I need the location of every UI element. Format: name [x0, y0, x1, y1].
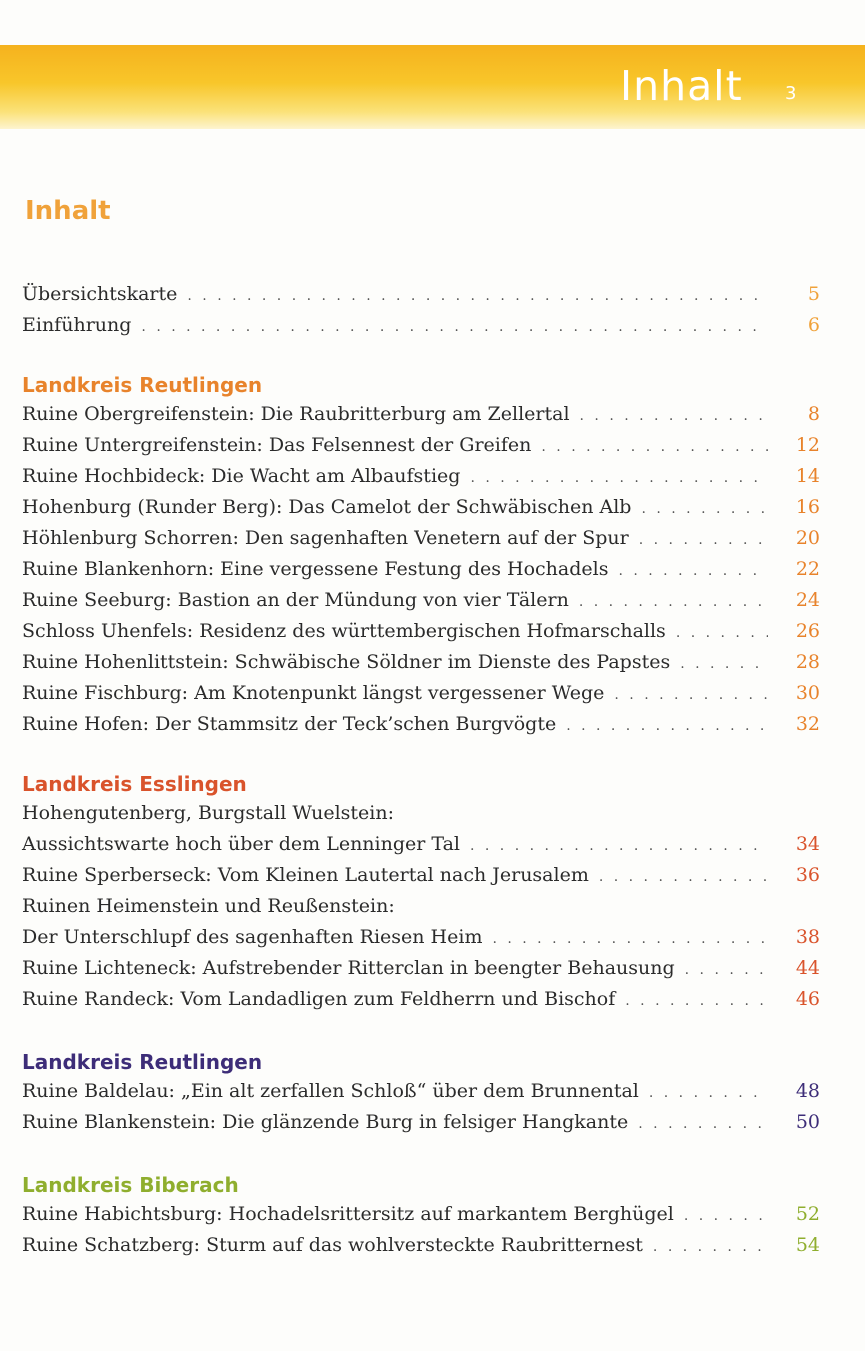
toc-entry-title: Ruine Untergreifenstein: Das Felsennest der Greifen	[22, 434, 532, 456]
toc-entry-title: Einführung	[22, 314, 132, 336]
toc-entry	[22, 585, 820, 616]
toc-entry-page: 36	[795, 864, 820, 886]
toc-entry-page: 38	[795, 926, 820, 948]
toc-entry	[22, 984, 820, 1015]
toc-entry	[22, 523, 820, 554]
toc-entry-page: 34	[795, 833, 820, 855]
toc-entry-page: 28	[795, 651, 820, 673]
toc-entry	[22, 461, 820, 492]
toc-entry-title: Ruine Hohenlittstein: Schwäbische Söldner im Dienste des Papstes	[22, 651, 671, 673]
dot-leader	[649, 1078, 768, 1109]
toc-entry-page: 8	[807, 403, 820, 425]
toc-entry-page: 20	[795, 527, 820, 549]
toc-entry-page: 5	[807, 283, 820, 305]
dot-leader	[684, 1201, 768, 1232]
toc-entry-page: 44	[795, 957, 820, 979]
toc-section-reutlingen	[22, 371, 822, 740]
toc-entry-page: 14	[795, 465, 820, 487]
toc-entry	[22, 953, 820, 984]
toc-entry	[22, 922, 820, 953]
toc-entry	[22, 647, 820, 678]
page-number: 3	[785, 83, 797, 104]
toc-entry	[22, 430, 820, 461]
toc-entry-title: Ruine Baldelau: „Ein alt zerfallen Schloß“ über dem Brunnental	[22, 1080, 639, 1102]
toc-entry-title: Hohenburg (Runder Berg): Das Camelot der Schwäbischen Alb	[22, 496, 632, 518]
section-title: Landkreis Reutlingen	[22, 1050, 263, 1074]
toc-entry	[22, 310, 820, 341]
dot-leader	[141, 312, 768, 343]
section-title: Landkreis Biberach	[22, 1173, 239, 1197]
toc-entry-page: 16	[795, 496, 820, 518]
dot-leader	[541, 432, 768, 463]
dot-leader	[639, 525, 768, 556]
toc-entry	[22, 829, 820, 860]
toc-entry-title: Ruine Schatzberg: Sturm auf das wohlversteckte Raubritternest	[22, 1234, 643, 1256]
toc-entry	[22, 709, 820, 740]
dot-leader	[614, 680, 768, 711]
dot-leader	[580, 401, 768, 432]
toc-entry	[22, 1230, 820, 1261]
toc-entry	[22, 798, 820, 829]
toc-entry-title: Übersichtskarte	[22, 283, 178, 305]
toc-entry-page: 32	[795, 713, 820, 735]
toc-entry-title: Ruine Hochbideck: Die Wacht am Albaufstieg	[22, 465, 461, 487]
toc-entry-title: Aussichtswarte hoch über dem Lenninger Tal	[22, 833, 460, 855]
toc-entry	[22, 492, 820, 523]
dot-leader	[566, 711, 768, 742]
toc-entry-title: Ruine Randeck: Vom Landadligen zum Feldherrn und Bischof	[22, 988, 616, 1010]
toc-entry-title: Hohengutenberg, Burgstall Wuelstein:	[22, 802, 394, 824]
toc-entry-page: 22	[795, 558, 820, 580]
dot-leader	[470, 831, 768, 862]
dot-leader	[641, 494, 768, 525]
toc-entry-title: Schloss Uhenfels: Residenz des württembergischen Hofmarschalls	[22, 620, 666, 642]
dot-leader	[579, 587, 768, 618]
dot-leader	[492, 924, 768, 955]
section-title: Landkreis Reutlingen	[22, 373, 263, 397]
toc-entry-title: Ruine Sperberseck: Vom Kleinen Lautertal nach Jerusalem	[22, 864, 589, 886]
toc-entry-title: Der Unterschlupf des sagenhaften Riesen Heim	[22, 926, 483, 948]
toc-entry-page: 48	[795, 1080, 820, 1102]
dot-leader	[685, 955, 768, 986]
dot-leader	[470, 463, 768, 494]
toc-entry	[22, 1199, 820, 1230]
toc-entry-page: 24	[795, 589, 820, 611]
dot-leader	[653, 1232, 768, 1263]
toc-entry	[22, 860, 820, 891]
section-title: Landkreis Esslingen	[22, 772, 247, 796]
dot-leader	[676, 618, 768, 649]
dot-leader	[187, 281, 768, 312]
toc-entry-page: 54	[795, 1234, 820, 1256]
toc-entry-title: Ruine Obergreifenstein: Die Raubritterburg am Zellertal	[22, 403, 570, 425]
toc-entry-title: Ruinen Heimenstein und Reußenstein:	[22, 895, 395, 917]
toc-entry-title: Ruine Hofen: Der Stammsitz der Teck’schen Burgvögte	[22, 713, 557, 735]
dot-leader	[625, 986, 768, 1017]
toc-entry-page: 26	[795, 620, 820, 642]
dot-leader	[618, 556, 768, 587]
toc-section-biberach	[22, 1171, 822, 1261]
toc-section-esslingen	[22, 770, 822, 1015]
toc-entry-page: 50	[795, 1111, 820, 1133]
toc-section-reutlingen-2	[22, 1048, 822, 1138]
toc-entry-page: 30	[795, 682, 820, 704]
toc-entry-page: 12	[795, 434, 820, 456]
dot-leader	[680, 649, 768, 680]
toc-entry	[22, 279, 820, 310]
toc-intro	[22, 279, 822, 341]
toc-entry-title: Höhlenburg Schorren: Den sagenhaften Venetern auf der Spur	[22, 527, 629, 549]
toc-entry-title: Ruine Seeburg: Bastion an der Mündung von vier Tälern	[22, 589, 569, 611]
toc-entry	[22, 554, 820, 585]
toc-entry	[22, 1076, 820, 1107]
toc-entry-title: Ruine Blankenhorn: Eine vergessene Festung des Hochadels	[22, 558, 609, 580]
toc-entry	[22, 616, 820, 647]
toc-entry	[22, 399, 820, 430]
toc-entry	[22, 678, 820, 709]
toc-entry-page: 52	[795, 1203, 820, 1225]
dot-leader	[638, 1109, 768, 1140]
toc-entry-page: 6	[807, 314, 820, 336]
toc-entry	[22, 1107, 820, 1138]
toc-entry-title: Ruine Blankenstein: Die glänzende Burg in felsiger Hangkante	[22, 1111, 629, 1133]
toc-entry-title: Ruine Fischburg: Am Knotenpunkt längst vergessener Wege	[22, 682, 605, 704]
toc-heading: Inhalt	[25, 196, 111, 226]
toc-entry-title: Ruine Habichtsburg: Hochadelsrittersitz auf markantem Berghügel	[22, 1203, 674, 1225]
toc-entry	[22, 891, 820, 922]
header-title: Inhalt	[620, 62, 743, 110]
toc-entry-page: 46	[795, 988, 820, 1010]
dot-leader	[599, 862, 768, 893]
toc-entry-title: Ruine Lichteneck: Aufstrebender Ritterclan in beengter Behausung	[22, 957, 675, 979]
